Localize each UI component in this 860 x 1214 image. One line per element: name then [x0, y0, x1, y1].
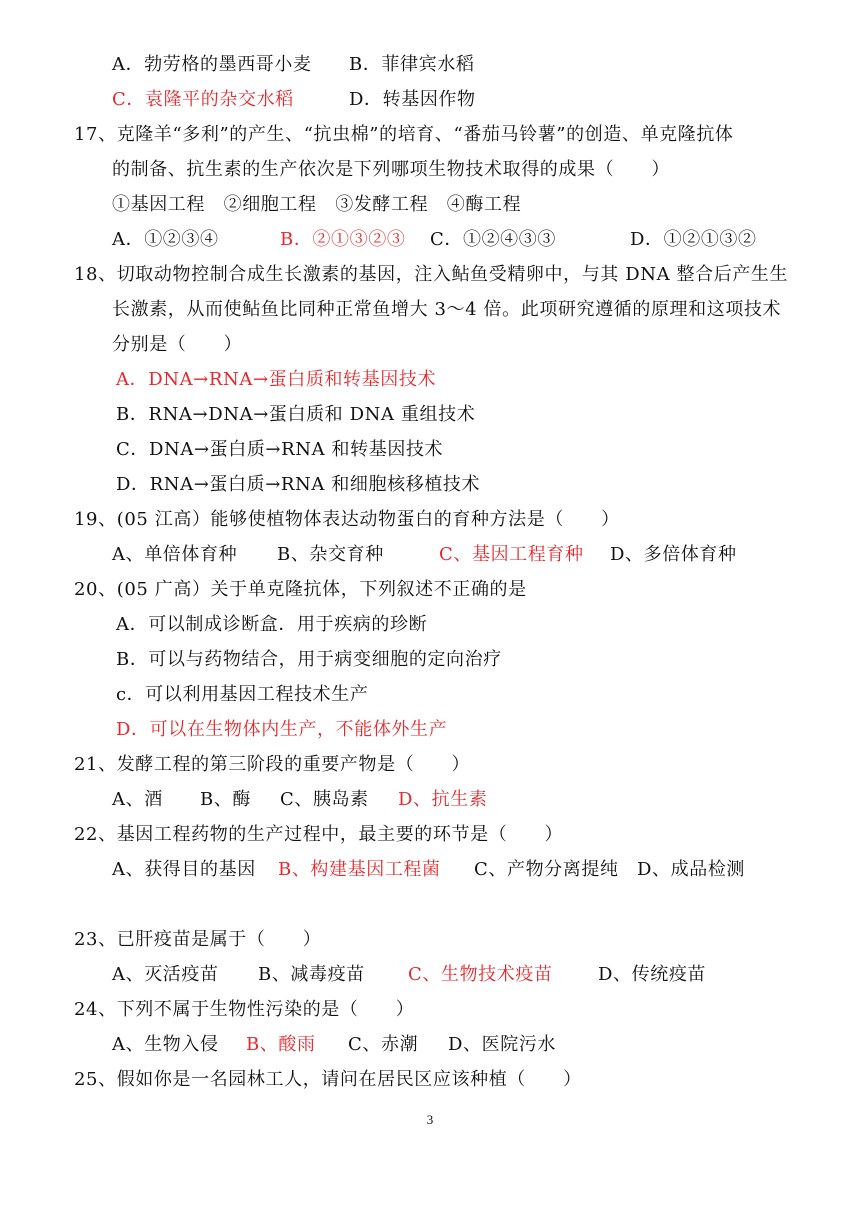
text-line: [0, 1068, 860, 1092]
answer-text: B、构建基因工程菌: [278, 859, 441, 880]
question-text: B、减毒疫苗: [258, 964, 365, 985]
text-line: [0, 368, 860, 392]
question-text: A、单倍体育种: [112, 544, 238, 565]
text-line: [0, 438, 860, 462]
question-text: 分别是（ ）: [112, 334, 243, 355]
question-text: A．①②③④: [112, 229, 219, 250]
question-text: B．可以与药物结合，用于病变细胞的定向治疗: [116, 649, 502, 670]
text-line: [0, 718, 860, 742]
answer-text: C．袁隆平的杂交水稻: [112, 89, 294, 110]
text-line: [0, 683, 860, 707]
question-text: 20、(05 广高）关于单克隆抗体，下列叙述不正确的是: [74, 579, 527, 600]
text-line: [0, 298, 860, 322]
question-text: D．转基因作物: [349, 89, 476, 110]
text-line: [0, 158, 860, 182]
answer-text: C、生物技术疫苗: [408, 964, 553, 985]
question-text: A．可以制成诊断盒．用于疾病的珍断: [116, 614, 428, 635]
question-text: B、酶: [200, 789, 252, 810]
answer-text: A．DNA→RNA→蛋白质和转基因技术: [116, 369, 437, 390]
question-text: C、胰岛素: [280, 789, 369, 810]
text-line: [0, 263, 860, 287]
question-text: A．勃劳格的墨西哥小麦: [112, 54, 312, 75]
question-text: 17、克隆羊“多利”的产生、“抗虫棉”的培育、“番茄马铃薯”的创造、单克隆抗体: [74, 124, 734, 145]
question-text: C、产物分离提纯: [474, 859, 619, 880]
text-line: [0, 53, 860, 77]
page-number: 3: [426, 1112, 434, 1127]
question-text: 22、基因工程药物的生产过程中，最主要的环节是（ ）: [74, 824, 564, 845]
text-line: [0, 88, 860, 112]
text-line: [0, 543, 860, 567]
question-text: A、获得目的基因: [112, 859, 256, 880]
question-text: C．①②④③③: [430, 229, 556, 250]
text-line: [0, 788, 860, 812]
text-line: [0, 508, 860, 532]
text-line: [0, 648, 860, 672]
question-text: 的制备、抗生素的生产依次是下列哪项生物技术取得的成果（ ）: [112, 159, 670, 180]
question-text: D．RNA→蛋白质→RNA 和细胞核移植技术: [116, 474, 481, 495]
answer-text: D、抗生素: [398, 789, 488, 810]
text-line: [0, 928, 860, 952]
question-text: B．RNA→DNA→蛋白质和 DNA 重组技术: [116, 404, 476, 425]
question-text: 19、(05 江高）能够使植物体表达动物蛋白的育种方法是（ ）: [74, 509, 620, 530]
text-line: [0, 858, 860, 882]
question-text: 18、切取动物控制合成生长激素的基因，注入鲇鱼受精卵中，与其 DNA 整合后产生生: [74, 264, 789, 285]
question-text: A、灭活疫苗: [112, 964, 219, 985]
text-line: [0, 333, 860, 357]
text-line: [0, 963, 860, 987]
answer-text: B、酸雨: [246, 1034, 316, 1055]
text-line: [0, 998, 860, 1022]
question-text: ①基因工程 ②细胞工程 ③发酵工程 ④酶工程: [112, 194, 522, 215]
question-text: B．菲律宾水稻: [349, 54, 475, 75]
text-line: [0, 403, 860, 427]
text-line: [0, 228, 860, 252]
question-text: D、传统疫苗: [598, 964, 707, 985]
question-text: 25、假如你是一名园林工人，请问在居民区应该种植（ ）: [74, 1069, 582, 1090]
answer-text: C、基因工程育种: [439, 544, 584, 565]
text-line: [0, 123, 860, 147]
question-text: D、多倍体育种: [610, 544, 737, 565]
question-text: D．①②①③②: [630, 229, 757, 250]
question-text: 长激素，从而使鲇鱼比同种正常鱼增大 3～4 倍。此项研究遵循的原理和这项技术: [112, 299, 782, 320]
question-text: c．可以利用基因工程技术生产: [116, 684, 369, 705]
text-line: [0, 193, 860, 217]
answer-text: B．②①③②③: [280, 229, 406, 250]
question-text: 21、发酵工程的第三阶段的重要产物是（ ）: [74, 754, 471, 775]
question-text: 23、已肝疫苗是属于（ ）: [74, 929, 322, 950]
answer-text: D．可以在生物体内生产，不能体外生产: [116, 719, 448, 740]
question-text: C．DNA→蛋白质→RNA 和转基因技术: [116, 439, 444, 460]
text-line: [0, 578, 860, 602]
question-text: 24、下列不属于生物性污染的是（ ）: [74, 999, 415, 1020]
text-line: [0, 473, 860, 497]
text-line: [0, 753, 860, 777]
text-line: [0, 823, 860, 847]
question-text: C、赤潮: [348, 1034, 419, 1055]
question-text: A、酒: [112, 789, 163, 810]
text-line: [0, 1033, 860, 1057]
question-text: D、成品检测: [637, 859, 746, 880]
text-line: [0, 613, 860, 637]
question-text: B、杂交育种: [277, 544, 384, 565]
question-text: D、医院污水: [448, 1034, 557, 1055]
question-text: A、生物入侵: [112, 1034, 219, 1055]
